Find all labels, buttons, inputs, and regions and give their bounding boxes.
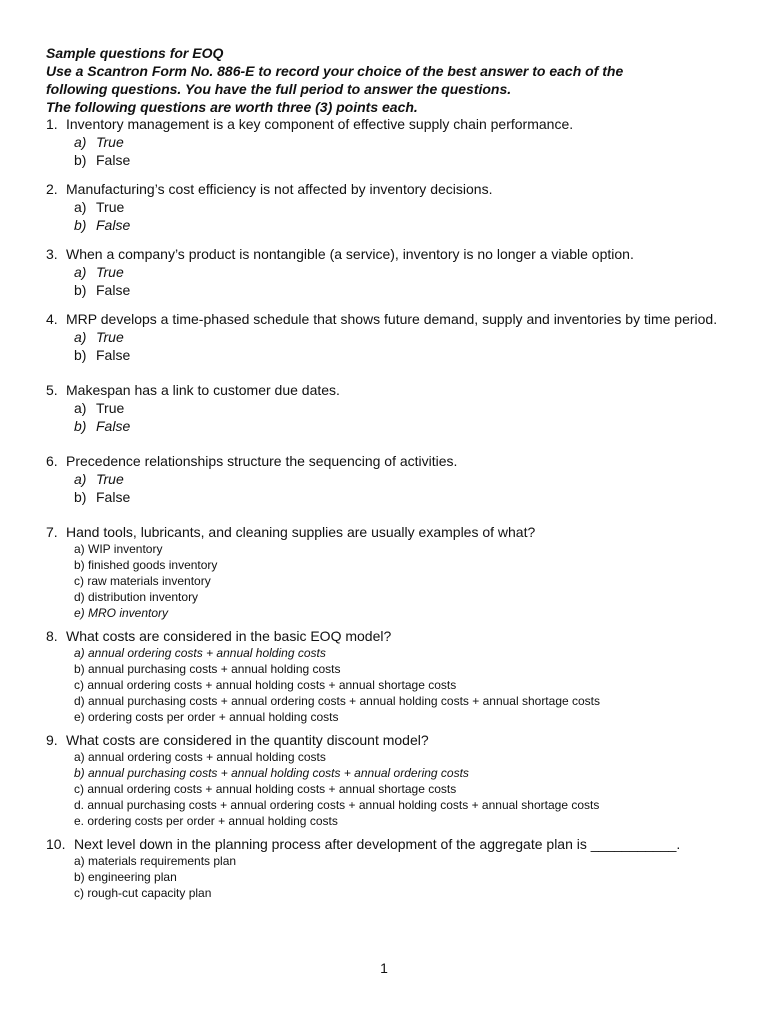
option-a: a) True xyxy=(74,400,125,416)
question-number: 9. xyxy=(46,732,58,748)
question-text: Manufacturing’s cost efficiency is not affected by inventory decisions. xyxy=(66,181,493,197)
option-a: a) True xyxy=(74,199,125,215)
option-c: c) annual ordering costs + annual holding costs + annual shortage costs xyxy=(74,782,457,796)
question-10 xyxy=(46,836,736,901)
option-d: d) distribution inventory xyxy=(74,590,199,604)
question-5 xyxy=(46,382,736,435)
question-number: 7. xyxy=(46,524,58,540)
option-b: b) False xyxy=(74,282,131,298)
option-c: c) rough-cut capacity plan xyxy=(74,886,212,900)
header-instruction-2: following questions. You have the full period to answer the questions. xyxy=(46,81,512,97)
question-6 xyxy=(46,453,736,506)
option-a: a) True xyxy=(74,329,124,345)
option-a: a) WIP inventory xyxy=(74,542,163,556)
document-header xyxy=(46,44,736,116)
question-number: 2. xyxy=(46,181,58,197)
option-b: b) finished goods inventory xyxy=(74,558,218,572)
document-page xyxy=(46,44,736,901)
question-number: 10. xyxy=(46,836,66,852)
option-b: b) False xyxy=(74,489,131,505)
question-text: Hand tools, lubricants, and cleaning supplies are usually examples of what? xyxy=(66,524,536,540)
option-d: d) annual purchasing costs + annual ordering costs + annual holding costs + annual shortage costs xyxy=(74,694,601,708)
header-instruction-1: Use a Scantron Form No. 886-E to record your choice of the best answer to each of the xyxy=(46,63,624,79)
option-e: e) MRO inventory xyxy=(74,606,169,620)
option-b: b) annual purchasing costs + annual holding costs xyxy=(74,662,341,676)
question-number: 5. xyxy=(46,382,58,398)
question-number: 8. xyxy=(46,628,58,644)
option-b: b) annual purchasing costs + annual holding costs + annual ordering costs xyxy=(74,766,469,780)
header-title: Sample questions for EOQ xyxy=(46,45,224,61)
option-a: a) True xyxy=(74,264,124,280)
question-text: MRP develops a time-phased schedule that shows future demand, supply and inventories by time period. xyxy=(66,311,718,327)
option-b: b) False xyxy=(74,347,131,363)
option-a: a) annual ordering costs + annual holding costs xyxy=(74,646,326,660)
option-b: b) False xyxy=(74,217,131,233)
question-7 xyxy=(46,524,736,621)
option-e: e. ordering costs per order + annual holding costs xyxy=(74,814,338,828)
option-c: c) raw materials inventory xyxy=(74,574,211,588)
question-text: Next level down in the planning process after development of the aggregate plan is ___________. xyxy=(74,836,681,852)
question-3 xyxy=(46,246,736,299)
option-d: d. annual purchasing costs + annual ordering costs + annual holding costs + annual shortage costs xyxy=(74,798,600,812)
question-8 xyxy=(46,628,736,725)
option-b: b) False xyxy=(74,418,131,434)
option-a: a) materials requirements plan xyxy=(74,854,237,868)
question-9 xyxy=(46,732,736,829)
question-number: 6. xyxy=(46,453,58,469)
question-text: When a company’s product is nontangible (a service), inventory is no longer a viable option. xyxy=(66,246,634,262)
option-e: e) ordering costs per order + annual holding costs xyxy=(74,710,339,724)
question-number: 1. xyxy=(46,116,58,132)
question-number: 4. xyxy=(46,311,58,327)
page-number: 1 xyxy=(380,960,388,976)
question-text: What costs are considered in the quantity discount model? xyxy=(66,732,429,748)
question-text: Precedence relationships structure the sequencing of activities. xyxy=(66,453,458,469)
option-a: a) True xyxy=(74,134,124,150)
option-c: c) annual ordering costs + annual holding costs + annual shortage costs xyxy=(74,678,457,692)
question-number: 3. xyxy=(46,246,58,262)
question-text: Inventory management is a key component of effective supply chain performance. xyxy=(66,116,574,132)
question-1 xyxy=(46,116,736,169)
option-b: b) False xyxy=(74,152,131,168)
header-instruction-3: The following questions are worth three (3) points each. xyxy=(46,99,418,115)
option-a: a) True xyxy=(74,471,124,487)
question-text: What costs are considered in the basic EOQ model? xyxy=(66,628,392,644)
question-4 xyxy=(46,311,736,364)
option-a: a) annual ordering costs + annual holding costs xyxy=(74,750,326,764)
option-b: b) engineering plan xyxy=(74,870,177,884)
question-text: Makespan has a link to customer due dates. xyxy=(66,382,340,398)
question-2 xyxy=(46,181,736,234)
